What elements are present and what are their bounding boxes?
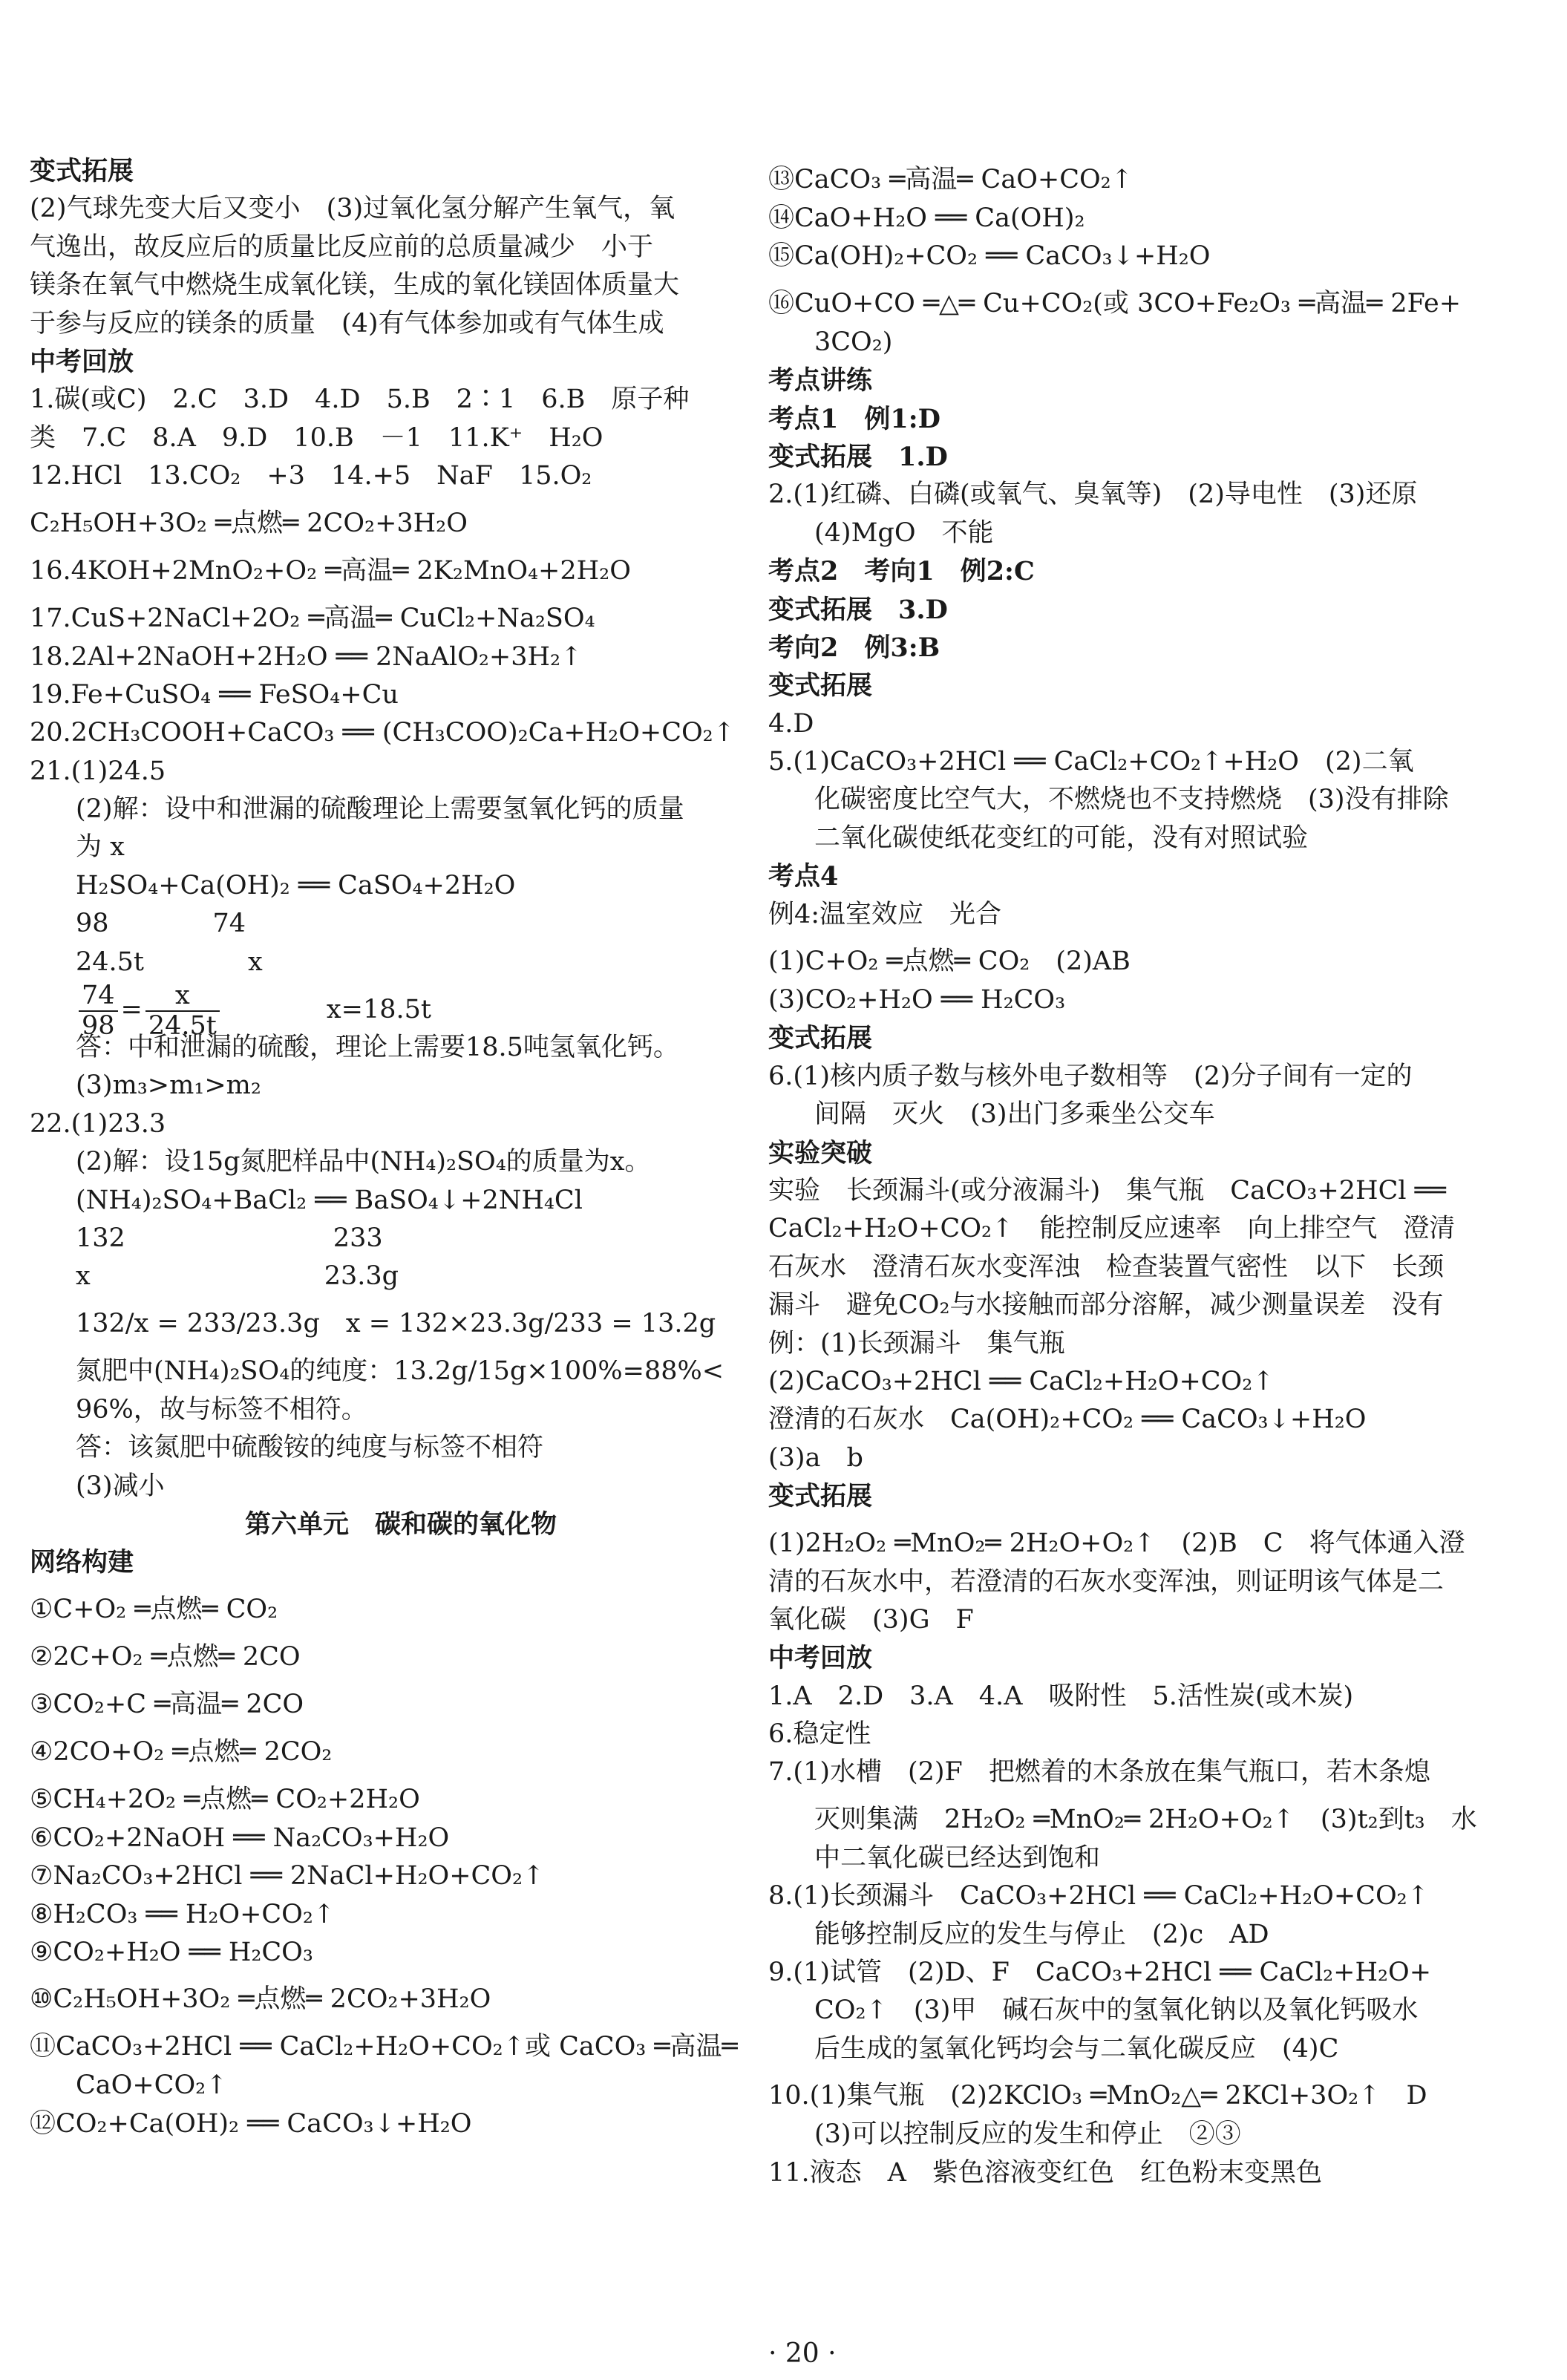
answer-line: 20.2CH₃COOH+CaCO₃ ══ (CH₃COO)₂Ca+H₂O+CO₂↑ [30,718,736,748]
answer-line: 类 7.C 8.A 9.D 10.B －1 11.K⁺ H₂O [30,422,603,453]
answer-line: 答：中和泄漏的硫酸，理论上需要18.5吨氢氧化钙。 [76,1033,679,1063]
right-column [768,152,1544,2192]
section-heading: 考点4 [768,861,839,892]
answer-line: ⑤CH₄+2O₂ ═点燃═ CO₂+2H₂O [30,1784,420,1814]
answer-line: 化碳密度比空气大，不燃烧也不支持燃烧 (3)没有排除 [814,785,1449,815]
answer-line: 澄清的石灰水 Ca(OH)₂+CO₂ ══ CaCO₃↓+H₂O [768,1405,1367,1435]
section-heading: 考点1 例1:D [768,403,940,434]
answer-line: ⑦Na₂CO₃+2HCl ══ 2NaCl+H₂O+CO₂↑ [30,1861,545,1892]
answer-line: ⑬CaCO₃ ═高温═ CaO+CO₂↑ [768,165,1133,194]
answer-line: ①C+O₂ ═点燃═ CO₂ [30,1594,278,1624]
unit-title: 第六单元 碳和碳的氧化物 [244,1508,557,1540]
answer-line: 能够控制反应的发生与停止 (2)c AD [814,1919,1269,1949]
answer-line [30,981,772,1041]
answer-line: 96%，故与标签不相符。 [76,1394,367,1425]
fraction-numerator: x [145,981,220,1012]
section-heading: 变式拓展 [768,1023,873,1054]
section-heading: 中考回放 [30,346,134,377]
answer-line: 清的石灰水中，若澄清的石灰水变浑浊，则证明该气体是二 [768,1566,1445,1597]
answer-line: ⑩C₂H₅OH+3O₂ ═点燃═ 2CO₂+3H₂O [30,1984,491,2015]
answer-line: ⑧H₂CO₃ ══ H₂O+CO₂↑ [30,1899,336,1929]
answer-line: 例：(1)长颈漏斗 集气瓶 [768,1328,1065,1359]
answer-line: ⑪CaCO₃+2HCl ══ CaCl₂+H₂O+CO₂↑或 CaCO₃ ═高温═ [30,2032,738,2062]
answer-line: (NH₄)₂SO₄+BaCl₂ ══ BaSO₄↓+2NH₄Cl [76,1185,583,1215]
answer-line: 21.(1)24.5 [30,756,166,786]
answer-line: 6.稳定性 [768,1719,871,1750]
answer-line: (2)解：设15g氮肥样品中(NH₄)₂SO₄的质量为x。 [76,1147,651,1177]
answer-line: 6.(1)核内质子数与核外电子数相等 (2)分子间有一定的 [768,1061,1413,1091]
answer-line: 8.(1)长颈漏斗 CaCO₃+2HCl ══ CaCl₂+H₂O+CO₂↑ [768,1881,1429,1912]
answer-line: x 23.3g [76,1261,399,1292]
section-heading: 变式拓展 3.D [768,594,948,625]
answer-line: C₂H₅OH+3O₂ ═点燃═ 2CO₂+3H₂O [30,508,468,538]
answer-line: ⑨CO₂+H₂O ══ H₂CO₃ [30,1937,313,1967]
answer-line: (2)CaCO₃+2HCl ══ CaCl₂+H₂O+CO₂↑ [768,1366,1275,1396]
answer-line: ③CO₂+C ═高温═ 2CO [30,1689,304,1719]
answer-line: H₂SO₄+Ca(OH)₂ ══ CaSO₄+2H₂O [76,870,516,900]
answer-line: (2)气球先变大后又变小 (3)过氧化氢分解产生氧气，氧 [30,194,675,224]
section-heading: 变式拓展 [768,1481,873,1512]
answer-line: 氮肥中(NH₄)₂SO₄的纯度：13.2g/15g×100%=88%< [76,1356,724,1386]
answer-line: ⑭CaO+H₂O ══ Ca(OH)₂ [768,203,1085,233]
answer-line: 9.(1)试管 (2)D、F CaCO₃+2HCl ══ CaCl₂+H₂O+ [768,1958,1432,1988]
answer-line: 24.5t x [76,947,263,977]
answer-line: 7.(1)水槽 (2)F 把燃着的木条放在集气瓶口，若木条熄 [768,1757,1430,1788]
answer-line: 16.4KOH+2MnO₂+O₂ ═高温═ 2K₂MnO₄+2H₂O [30,555,631,586]
answer-line: 中二氧化碳已经达到饱和 [814,1843,1101,1873]
answer-line: 氧化碳 (3)G F [768,1604,974,1635]
answer-line: CaCl₂+H₂O+CO₂↑ 能控制反应速率 向上排空气 澄清 [768,1214,1456,1244]
section-heading: 变式拓展 [768,670,873,702]
fraction-denominator: 98 [82,1010,115,1041]
fraction-numerator: 74 [79,981,118,1012]
answer-line: 镁条在氧气中燃烧生成氧化镁，生成的氧化镁固体质量大 [30,270,680,301]
section-heading: 考向2 例3:B [768,632,940,663]
answer-line: 4.D [768,708,814,739]
answer-line: 石灰水 澄清石灰水变浑浊 检查装置气密性 以下 长颈 [768,1252,1445,1282]
answer-line: 1.碳(或C) 2.C 3.D 4.D 5.B 2∶1 6.B 原子种 [30,385,690,415]
answer-line: 98 74 [76,909,246,939]
answer-line: (3)a b [768,1442,863,1473]
answer-line: 3CO₂) [814,327,893,357]
section-heading: 变式拓展 1.D [768,441,948,472]
answer-line: 18.2Al+2NaOH+2H₂O ══ 2NaAlO₂+3H₂↑ [30,641,583,672]
answer-line: 12.HCl 13.CO₂ +3 14.+5 NaF 15.O₂ [30,461,592,491]
equals-sign: = [120,995,143,1025]
answer-line: (1)C+O₂ ═点燃═ CO₂ (2)AB [768,947,1131,977]
answer-line: CaO+CO₂↑ [76,2070,228,2101]
answer-line: 灭则集满 2H₂O₂ ═MnO₂═ 2H₂O+O₂↑ (3)t₂到t₃ 水 [814,1804,1477,1834]
answer-line: 132/x = 233/23.3g x = 132×23.3g/233 = 13.2g [76,1308,716,1338]
answer-line: ⑫CO₂+Ca(OH)₂ ══ CaCO₃↓+H₂O [30,2108,472,2139]
answer-line: (2)解：设中和泄漏的硫酸理论上需要氢氧化钙的质量 [76,794,684,825]
answer-line: 5.(1)CaCO₃+2HCl ══ CaCl₂+CO₂↑+H₂O (2)二氧 [768,747,1414,777]
page-number: · 20 · [768,2338,837,2369]
answer-line: 11.液态 A 紫色溶液变红色 红色粉末变黑色 [768,2157,1322,2188]
answer-line: (3)CO₂+H₂O ══ H₂CO₃ [768,985,1066,1016]
answer-line: 1.A 2.D 3.A 4.A 吸附性 5.活性炭(或木炭) [768,1681,1354,1711]
answer-line: 22.(1)23.3 [30,1108,166,1139]
answer-line: ⑥CO₂+2NaOH ══ Na₂CO₃+H₂O [30,1822,450,1853]
answer-line: (1)2H₂O₂ ═MnO₂═ 2H₂O+O₂↑ (2)B C 将气体通入澄 [768,1528,1465,1558]
section-heading: 变式拓展 [30,156,134,186]
answer-line: (3)m₃>m₁>m₂ [76,1070,261,1101]
answer-line: 间隔 灭火 (3)出门多乘坐公交车 [814,1099,1215,1130]
answer-line: 为 x [76,832,125,863]
answer-line: 后生成的氢氧化钙均会与二氧化碳反应 (4)C [814,2033,1339,2064]
answer-line: 实验 长颈漏斗(或分液漏斗) 集气瓶 CaCO₃+2HCl ══ [768,1175,1446,1206]
section-heading: 考点讲练 [768,365,873,396]
left-column [30,152,772,2143]
answer-line: 17.CuS+2NaCl+2O₂ ═高温═ CuCl₂+Na₂SO₄ [30,603,595,633]
answer-line: ②2C+O₂ ═点燃═ 2CO [30,1641,301,1672]
answer-line: 二氧化碳使纸花变红的可能，没有对照试验 [814,823,1309,853]
answer-line: (3)可以控制反应的发生和停止 ②③ [814,2119,1241,2150]
answer-line: CO₂↑ (3)甲 碱石灰中的氢氧化钠以及氧化钙吸水 [814,1995,1419,2026]
answer-line: 漏斗 避免CO₂与水接触而部分溶解，减少测量误差 没有 [768,1290,1444,1321]
answer-line: (3)减小 [76,1471,165,1501]
answer-line: (4)MgO 不能 [814,517,994,548]
answer-line: 19.Fe+CuSO₄ ══ FeSO₄+Cu [30,679,399,710]
section-heading: 中考回放 [768,1643,873,1674]
fraction-denominator: 24.5t [148,1010,217,1041]
answer-line: 132 233 [76,1223,383,1253]
section-heading: 网络构建 [30,1547,134,1578]
answer-line: ⑮Ca(OH)₂+CO₂ ══ CaCO₃↓+H₂O [768,241,1211,272]
answer-line: 于参与反应的镁条的质量 (4)有气体参加或有气体生成 [30,308,664,339]
section-heading: 实验突破 [768,1137,873,1168]
answer-line: 答：该氮肥中硫酸铵的纯度与标签不相符 [76,1433,544,1463]
answer-line: ④2CO+O₂ ═点燃═ 2CO₂ [30,1736,333,1767]
answer-text: x=18.5t [222,995,431,1025]
answer-line: 10.(1)集气瓶 (2)2KClO₃ ═MnO₂△═ 2KCl+3O₂↑ D [768,2081,1427,2111]
answer-line: 例4:温室效应 光合 [768,899,1002,929]
answer-line: 气逸出，故反应后的质量比反应前的总质量减少 小于 [30,232,654,262]
answer-line: 2.(1)红磷、白磷(或氧气、臭氧等) (2)导电性 (3)还原 [768,480,1418,510]
section-heading: 考点2 考向1 例2:C [768,556,1035,587]
answer-line: ⑯CuO+CO ═△═ Cu+CO₂(或 3CO+Fe₂O₃ ═高温═ 2Fe+ [768,288,1462,318]
